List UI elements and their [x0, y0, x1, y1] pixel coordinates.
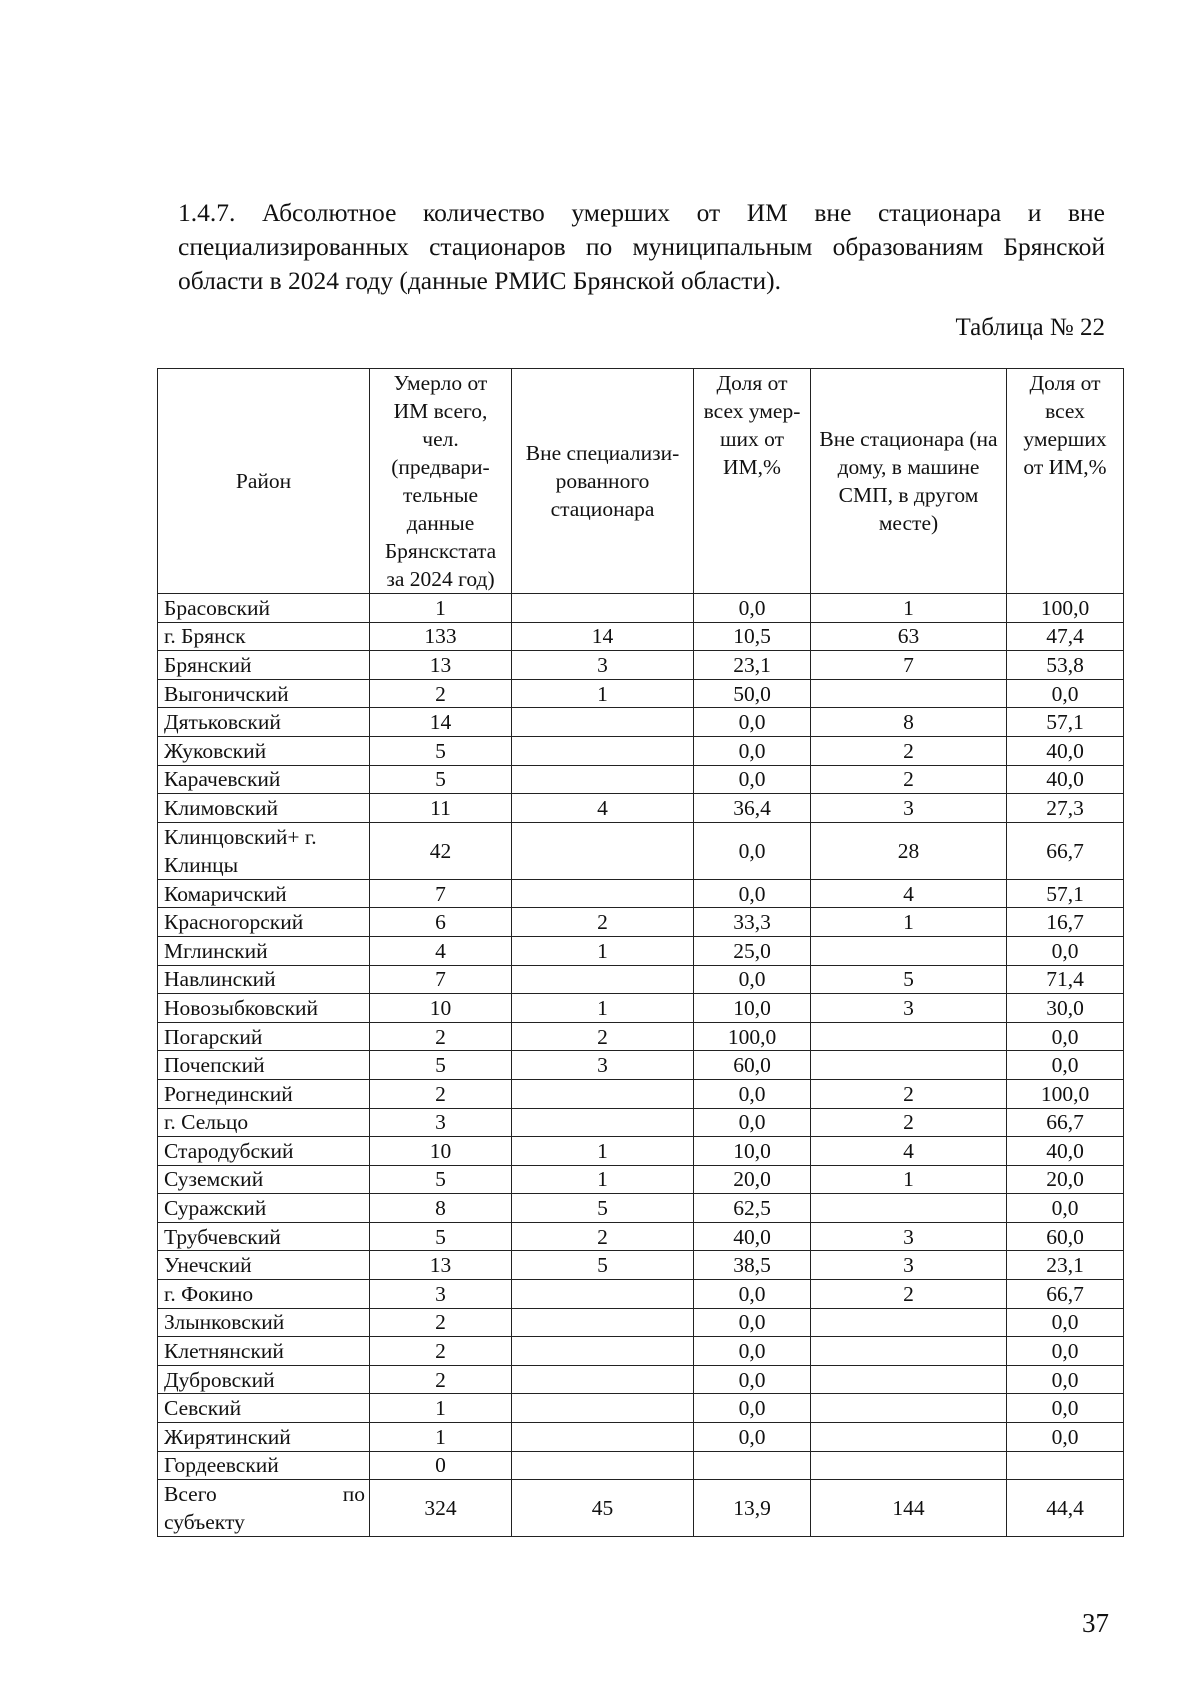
cell-share-outside-specialized: 0,0: [694, 1365, 811, 1394]
cell-total: 13: [370, 1251, 512, 1280]
cell-share-outside-hospital: 0,0: [1007, 1022, 1124, 1051]
cell-outside-specialized: 2: [512, 908, 694, 937]
cell-total: 2: [370, 1308, 512, 1337]
cell-region: Рогнединский: [158, 1079, 370, 1108]
cell-total: 2: [370, 1079, 512, 1108]
cell-total: 6: [370, 908, 512, 937]
cell-outside-specialized: [512, 965, 694, 994]
cell-total: 0: [370, 1451, 512, 1480]
cell-share-outside-specialized: 10,0: [694, 1137, 811, 1166]
header-outside-specialized: Вне специализи-рованного стационара: [512, 369, 694, 594]
table-row: [158, 1051, 1124, 1080]
cell-share-outside-specialized: 10,0: [694, 994, 811, 1023]
cell-total: 14: [370, 708, 512, 737]
cell-outside-hospital: 28: [811, 822, 1007, 879]
table-row: [158, 679, 1124, 708]
cell-share-outside-specialized: 0,0: [694, 1079, 811, 1108]
cell-outside-hospital: [811, 1337, 1007, 1366]
cell-outside-specialized: [512, 822, 694, 879]
cell-outside-hospital: [811, 1394, 1007, 1423]
cell-share-outside-hospital: 57,1: [1007, 879, 1124, 908]
cell-outside-hospital: [811, 1308, 1007, 1337]
cell-region: Брянский: [158, 651, 370, 680]
cell-share-outside-hospital: 23,1: [1007, 1251, 1124, 1280]
cell-total: 133: [370, 622, 512, 651]
cell-outside-hospital: 3: [811, 994, 1007, 1023]
cell-total: 2: [370, 679, 512, 708]
table-row: [158, 1451, 1124, 1480]
cell-share-outside-hospital: 71,4: [1007, 965, 1124, 994]
total-label-word2: по: [342, 1482, 365, 1507]
cell-share-outside-specialized: 0,0: [694, 1423, 811, 1452]
cell-share-outside-specialized: 0,0: [694, 708, 811, 737]
cell-total: 5: [370, 1222, 512, 1251]
table-row: [158, 879, 1124, 908]
table-row: [158, 822, 1124, 879]
cell-share-outside-specialized: 10,5: [694, 622, 811, 651]
cell-outside-specialized: 3: [512, 651, 694, 680]
cell-region: г. Сельцо: [158, 1108, 370, 1137]
cell-share-outside-specialized: 33,3: [694, 908, 811, 937]
cell-total: 5: [370, 1051, 512, 1080]
cell-region: Суражский: [158, 1194, 370, 1223]
cell-outside-specialized: 2: [512, 1222, 694, 1251]
table-row: [158, 1365, 1124, 1394]
cell-total: 3: [370, 1108, 512, 1137]
cell-region: Севский: [158, 1394, 370, 1423]
cell-outside-specialized: 1: [512, 679, 694, 708]
data-table: [157, 368, 1124, 1537]
cell-share-outside-hospital: 66,7: [1007, 1108, 1124, 1137]
table-row: [158, 1222, 1124, 1251]
cell-total: 1: [370, 1394, 512, 1423]
cell-outside-hospital: [811, 679, 1007, 708]
cell-region: Суземский: [158, 1165, 370, 1194]
cell-outside-specialized: [512, 1308, 694, 1337]
table-row: [158, 1280, 1124, 1309]
cell-region: Клинцовский+ г. Клинцы: [158, 822, 370, 879]
page-number: 37: [1082, 1608, 1109, 1638]
cell-total: 7: [370, 965, 512, 994]
cell-share-outside-specialized: 0,0: [694, 879, 811, 908]
table-row: [158, 994, 1124, 1023]
cell-region: Жуковский: [158, 736, 370, 765]
cell-outside-specialized: 5: [512, 1194, 694, 1223]
header-outside-hospital: Вне стационара (на дому, в машине СМП, в другом месте): [811, 369, 1007, 594]
table-row: [158, 936, 1124, 965]
cell-region: Клетнянский: [158, 1337, 370, 1366]
cell-total: 2: [370, 1365, 512, 1394]
cell-share-outside-hospital: 0,0: [1007, 936, 1124, 965]
table-header-row: [158, 369, 1124, 594]
cell-outside-specialized: [512, 594, 694, 623]
cell-total: 7: [370, 879, 512, 908]
cell-outside-hospital: 1: [811, 908, 1007, 937]
cell-outside-hospital: 2: [811, 1280, 1007, 1309]
cell-region: Стародубский: [158, 1137, 370, 1166]
total-row-outside-hospital: 144: [811, 1480, 1007, 1537]
cell-total: 5: [370, 1165, 512, 1194]
cell-outside-hospital: 1: [811, 594, 1007, 623]
cell-total: 13: [370, 651, 512, 680]
cell-outside-specialized: 5: [512, 1251, 694, 1280]
cell-outside-specialized: 1: [512, 936, 694, 965]
table-row: [158, 908, 1124, 937]
total-row-share1: 13,9: [694, 1480, 811, 1537]
cell-total: 11: [370, 794, 512, 823]
header-region: Район: [158, 369, 370, 594]
table-row: [158, 965, 1124, 994]
cell-outside-specialized: [512, 1280, 694, 1309]
cell-share-outside-specialized: 40,0: [694, 1222, 811, 1251]
cell-region: г. Фокино: [158, 1280, 370, 1309]
cell-share-outside-specialized: 0,0: [694, 1108, 811, 1137]
cell-share-outside-hospital: 100,0: [1007, 594, 1124, 623]
cell-outside-hospital: 8: [811, 708, 1007, 737]
cell-share-outside-specialized: 20,0: [694, 1165, 811, 1194]
cell-total: 4: [370, 936, 512, 965]
table-row: [158, 736, 1124, 765]
cell-outside-hospital: [811, 1365, 1007, 1394]
cell-region: Трубчевский: [158, 1222, 370, 1251]
cell-share-outside-hospital: 20,0: [1007, 1165, 1124, 1194]
table-row: [158, 651, 1124, 680]
table-row: [158, 1022, 1124, 1051]
table-row: [158, 1394, 1124, 1423]
cell-outside-specialized: [512, 1079, 694, 1108]
cell-region: Комаричский: [158, 879, 370, 908]
cell-total: 1: [370, 1423, 512, 1452]
cell-share-outside-hospital: [1007, 1451, 1124, 1480]
table-row: [158, 1251, 1124, 1280]
cell-region: Жирятинский: [158, 1423, 370, 1452]
cell-region: Мглинский: [158, 936, 370, 965]
cell-region: Почепский: [158, 1051, 370, 1080]
cell-share-outside-hospital: 0,0: [1007, 1337, 1124, 1366]
total-row-outside-specialized: 45: [512, 1480, 694, 1537]
cell-total: 1: [370, 594, 512, 623]
table-body: [158, 594, 1124, 1537]
total-row-share2: 44,4: [1007, 1480, 1124, 1537]
cell-share-outside-specialized: 0,0: [694, 822, 811, 879]
cell-share-outside-hospital: 27,3: [1007, 794, 1124, 823]
cell-outside-specialized: [512, 1108, 694, 1137]
cell-total: 2: [370, 1022, 512, 1051]
cell-share-outside-hospital: 0,0: [1007, 1194, 1124, 1223]
cell-share-outside-specialized: 0,0: [694, 736, 811, 765]
cell-share-outside-specialized: 100,0: [694, 1022, 811, 1051]
cell-outside-hospital: [811, 1051, 1007, 1080]
cell-region: Дубровский: [158, 1365, 370, 1394]
table-row: [158, 622, 1124, 651]
cell-outside-specialized: 1: [512, 994, 694, 1023]
cell-share-outside-hospital: 60,0: [1007, 1222, 1124, 1251]
cell-share-outside-specialized: 0,0: [694, 965, 811, 994]
cell-share-outside-hospital: 30,0: [1007, 994, 1124, 1023]
header-share-outside-specialized: Доля от всех умер-ших от ИМ,%: [694, 369, 811, 594]
cell-share-outside-hospital: 47,4: [1007, 622, 1124, 651]
cell-region: Дятьковский: [158, 708, 370, 737]
total-row: [158, 1480, 1124, 1537]
total-row-label: [158, 1480, 370, 1537]
cell-outside-specialized: [512, 1365, 694, 1394]
cell-total: 10: [370, 994, 512, 1023]
cell-share-outside-specialized: 0,0: [694, 1394, 811, 1423]
cell-total: 8: [370, 1194, 512, 1223]
cell-total: 2: [370, 1337, 512, 1366]
cell-outside-hospital: 2: [811, 1079, 1007, 1108]
table-row: [158, 794, 1124, 823]
cell-share-outside-hospital: 66,7: [1007, 822, 1124, 879]
cell-region: Новозыбковский: [158, 994, 370, 1023]
cell-share-outside-hospital: 0,0: [1007, 1423, 1124, 1452]
cell-total: 3: [370, 1280, 512, 1309]
cell-total: 5: [370, 765, 512, 794]
cell-outside-hospital: 3: [811, 1222, 1007, 1251]
table-row: [158, 1423, 1124, 1452]
cell-outside-specialized: [512, 1337, 694, 1366]
cell-region: Брасовский: [158, 594, 370, 623]
table-row: [158, 765, 1124, 794]
cell-outside-specialized: [512, 736, 694, 765]
cell-share-outside-hospital: 16,7: [1007, 908, 1124, 937]
cell-outside-specialized: [512, 708, 694, 737]
cell-region: Унечский: [158, 1251, 370, 1280]
cell-share-outside-specialized: [694, 1451, 811, 1480]
cell-outside-hospital: 2: [811, 765, 1007, 794]
header-total: Умерло от ИМ всего, чел. (предвари-тельные данные Брянскстата за 2024 год): [370, 369, 512, 594]
cell-share-outside-specialized: 50,0: [694, 679, 811, 708]
cell-outside-hospital: 3: [811, 1251, 1007, 1280]
cell-share-outside-hospital: 40,0: [1007, 736, 1124, 765]
cell-total: 42: [370, 822, 512, 879]
table-row: [158, 1137, 1124, 1166]
cell-share-outside-hospital: 0,0: [1007, 1365, 1124, 1394]
cell-outside-hospital: [811, 1022, 1007, 1051]
cell-region: г. Брянск: [158, 622, 370, 651]
cell-region: Выгоничский: [158, 679, 370, 708]
cell-share-outside-hospital: 100,0: [1007, 1079, 1124, 1108]
cell-outside-specialized: 1: [512, 1165, 694, 1194]
total-label-word3: субъекту: [164, 1510, 245, 1535]
cell-outside-specialized: [512, 1451, 694, 1480]
cell-share-outside-hospital: 40,0: [1007, 765, 1124, 794]
cell-region: Красногорский: [158, 908, 370, 937]
cell-share-outside-specialized: 0,0: [694, 1308, 811, 1337]
cell-share-outside-specialized: 0,0: [694, 765, 811, 794]
cell-outside-hospital: 2: [811, 736, 1007, 765]
cell-share-outside-hospital: 0,0: [1007, 1394, 1124, 1423]
cell-outside-hospital: 4: [811, 879, 1007, 908]
cell-outside-specialized: [512, 1394, 694, 1423]
cell-total: 5: [370, 736, 512, 765]
cell-outside-hospital: 3: [811, 794, 1007, 823]
cell-outside-hospital: 7: [811, 651, 1007, 680]
cell-outside-specialized: [512, 765, 694, 794]
cell-outside-specialized: [512, 879, 694, 908]
cell-outside-hospital: [811, 1194, 1007, 1223]
cell-outside-hospital: 4: [811, 1137, 1007, 1166]
cell-share-outside-specialized: 38,5: [694, 1251, 811, 1280]
table-row: [158, 708, 1124, 737]
total-row-total: 324: [370, 1480, 512, 1537]
cell-outside-specialized: 1: [512, 1137, 694, 1166]
cell-share-outside-hospital: 0,0: [1007, 679, 1124, 708]
cell-outside-hospital: 5: [811, 965, 1007, 994]
cell-share-outside-hospital: 66,7: [1007, 1280, 1124, 1309]
header-share-outside-hospital: Доля от всех умерших от ИМ,%: [1007, 369, 1124, 594]
section-heading: 1.4.7. Абсолютное количество умерших от ИМ вне стационара и вне специализированных стационаров по муниципальным образованиям Брянской области в 2024 году (данные РМИС Брянской области).: [178, 198, 1105, 295]
cell-share-outside-hospital: 53,8: [1007, 651, 1124, 680]
cell-outside-specialized: 2: [512, 1022, 694, 1051]
cell-outside-hospital: 2: [811, 1108, 1007, 1137]
cell-share-outside-hospital: 0,0: [1007, 1051, 1124, 1080]
table-row: [158, 1079, 1124, 1108]
cell-share-outside-specialized: 0,0: [694, 1337, 811, 1366]
cell-share-outside-specialized: 25,0: [694, 936, 811, 965]
cell-outside-hospital: 1: [811, 1165, 1007, 1194]
cell-outside-specialized: [512, 1423, 694, 1452]
cell-total: 10: [370, 1137, 512, 1166]
cell-region: Карачевский: [158, 765, 370, 794]
table-row: [158, 1108, 1124, 1137]
cell-outside-hospital: 63: [811, 622, 1007, 651]
cell-share-outside-specialized: 23,1: [694, 651, 811, 680]
cell-region: Погарский: [158, 1022, 370, 1051]
cell-outside-specialized: 3: [512, 1051, 694, 1080]
cell-region: Гордеевский: [158, 1451, 370, 1480]
table-label: Таблица № 22: [955, 314, 1105, 341]
cell-outside-hospital: [811, 1451, 1007, 1480]
cell-outside-specialized: 14: [512, 622, 694, 651]
table-row: [158, 1337, 1124, 1366]
cell-outside-hospital: [811, 1423, 1007, 1452]
cell-region: Злынковский: [158, 1308, 370, 1337]
cell-share-outside-specialized: 36,4: [694, 794, 811, 823]
table-row: [158, 594, 1124, 623]
cell-share-outside-specialized: 62,5: [694, 1194, 811, 1223]
cell-share-outside-specialized: 0,0: [694, 594, 811, 623]
cell-share-outside-specialized: 0,0: [694, 1280, 811, 1309]
table-row: [158, 1308, 1124, 1337]
cell-outside-hospital: [811, 936, 1007, 965]
table-row: [158, 1165, 1124, 1194]
cell-region: Навлинский: [158, 965, 370, 994]
cell-share-outside-hospital: 40,0: [1007, 1137, 1124, 1166]
cell-share-outside-hospital: 57,1: [1007, 708, 1124, 737]
cell-share-outside-hospital: 0,0: [1007, 1308, 1124, 1337]
table-row: [158, 1194, 1124, 1223]
cell-outside-specialized: 4: [512, 794, 694, 823]
cell-share-outside-specialized: 60,0: [694, 1051, 811, 1080]
cell-region: Климовский: [158, 794, 370, 823]
total-label-word1: Всего: [164, 1482, 217, 1507]
